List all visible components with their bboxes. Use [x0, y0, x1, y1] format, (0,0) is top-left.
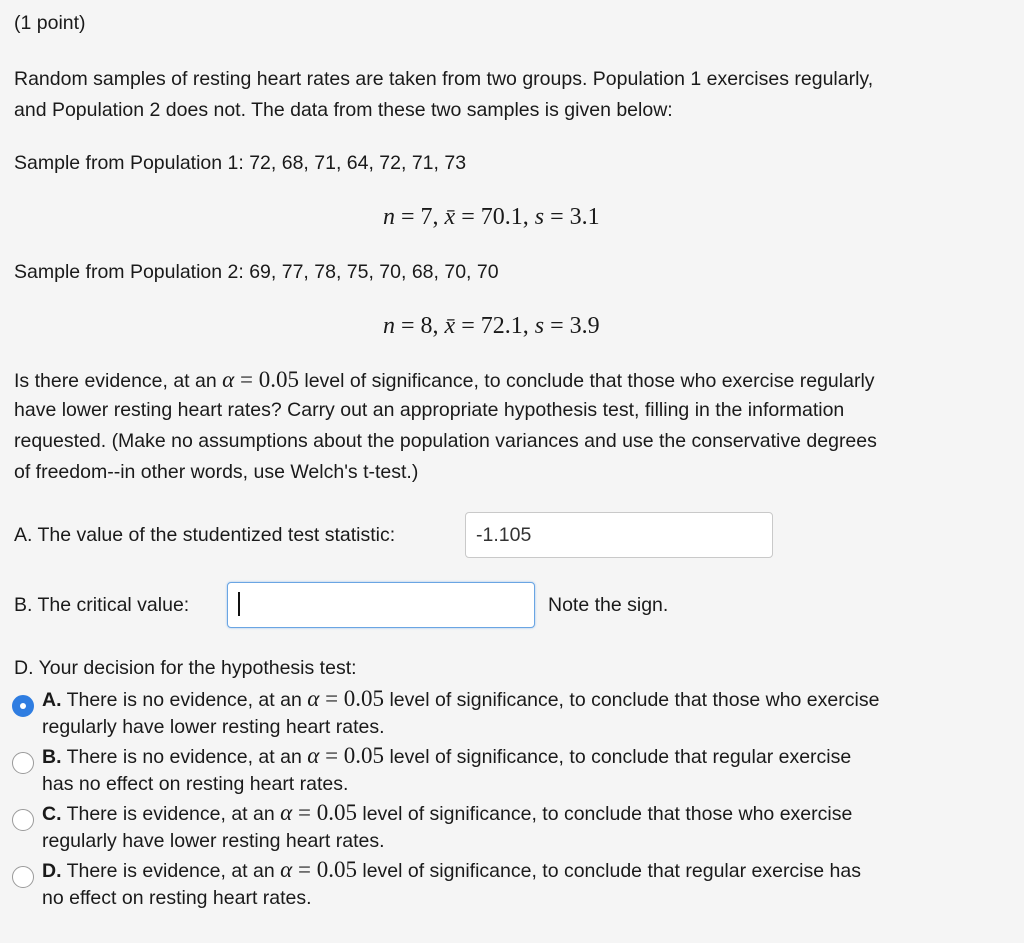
option-a-letter: A.	[42, 689, 62, 711]
option-a-line-1[interactable]: A. There is no evidence, at an α = 0.05 level of significance, to conclude that those who exercise	[42, 686, 880, 711]
option-d-post: level of significance, to conclude that regular exercise has	[362, 860, 861, 882]
option-b-alpha: 0.05	[343, 743, 385, 768]
option-b-line-1[interactable]: B. There is no evidence, at an α = 0.05 level of significance, to conclude that regular exercise	[42, 743, 852, 768]
option-b-post: level of significance, to conclude that regular exercise	[389, 746, 852, 768]
question-line-3: requested. (Make no assumptions about the population variances and use the conservative degrees	[14, 430, 877, 452]
part-b-label: B. The critical value:	[14, 594, 190, 616]
option-c-post: level of significance, to conclude that those who exercise	[362, 803, 853, 825]
option-a-radio[interactable]	[12, 695, 34, 717]
option-b-letter: B.	[42, 746, 62, 768]
option-c-pre: There is evidence, at an	[66, 803, 275, 825]
sample2-data: Sample from Population 2: 69, 77, 78, 75, 70, 68, 70, 70	[14, 261, 499, 283]
option-d-alpha: 0.05	[316, 857, 357, 882]
sign-note: Note the sign.	[548, 594, 669, 616]
option-b-line-2[interactable]: has no effect on resting heart rates.	[42, 773, 349, 795]
sample1-mean: 70.1	[480, 204, 523, 230]
option-d-line-1[interactable]: D. There is evidence, at an α = 0.05 level of significance, to conclude that regular exercise has	[42, 857, 861, 882]
part-a-label: A. The value of the studentized test statistic:	[14, 524, 396, 546]
intro-line-1: Random samples of resting heart rates are taken from two groups. Population 1 exercises regularly,	[14, 68, 874, 90]
option-c-line-2[interactable]: regularly have lower resting heart rates.	[42, 830, 385, 852]
intro-line-2: and Population 2 does not. The data from these two samples is given below:	[14, 99, 673, 121]
option-b-pre: There is no evidence, at an	[66, 746, 302, 768]
option-d-radio[interactable]	[12, 866, 34, 888]
test-statistic-input[interactable]	[465, 512, 773, 558]
option-c-alpha: 0.05	[316, 800, 357, 825]
sample2-n: 8	[420, 313, 433, 339]
question-line-1: Is there evidence, at an α = 0.05 level of significance, to conclude that those who exercise regularly	[14, 367, 875, 392]
critical-value-input[interactable]	[227, 582, 535, 628]
option-c-line-1[interactable]: C. There is evidence, at an α = 0.05 level of significance, to conclude that those who exercise	[42, 800, 853, 825]
question-line-1-pre: Is there evidence, at an	[14, 370, 217, 392]
sample1-data: Sample from Population 1: 72, 68, 71, 64, 72, 71, 73	[14, 152, 467, 174]
points-label: (1 point)	[14, 12, 86, 34]
alpha-value: 0.05	[258, 367, 299, 392]
test-statistic-value: -1.105	[476, 524, 532, 546]
option-a-line-2[interactable]: regularly have lower resting heart rates.	[42, 716, 385, 738]
option-d-line-2[interactable]: no effect on resting heart rates.	[42, 887, 312, 909]
option-c-radio[interactable]	[12, 809, 34, 831]
question-line-1-post: level of significance, to conclude that those who exercise regularly	[304, 370, 875, 392]
sample2-mean: 72.1	[480, 313, 523, 339]
option-c-letter: C.	[42, 803, 62, 825]
option-b-radio[interactable]	[12, 752, 34, 774]
text-caret	[238, 592, 240, 616]
option-d-pre: There is evidence, at an	[66, 860, 275, 882]
question-line-4: of freedom--in other words, use Welch's t-test.)	[14, 461, 419, 483]
sample1-sd: 3.1	[569, 204, 600, 230]
sample2-stats: n = 8, x̄ = 72.1, s = 3.9	[383, 313, 600, 339]
part-d-label: D. Your decision for the hypothesis test:	[14, 657, 357, 679]
sample1-n: 7	[420, 204, 433, 230]
option-a-alpha: 0.05	[343, 686, 385, 711]
question-line-2: have lower resting heart rates? Carry out an appropriate hypothesis test, filling in the information	[14, 399, 845, 421]
option-a-post: level of significance, to conclude that those who exercise	[389, 689, 880, 711]
option-a-pre: There is no evidence, at an	[66, 689, 302, 711]
option-d-letter: D.	[42, 860, 62, 882]
sample1-stats: n = 7, x̄ = 70.1, s = 3.1	[383, 204, 600, 230]
sample2-sd: 3.9	[569, 313, 600, 339]
